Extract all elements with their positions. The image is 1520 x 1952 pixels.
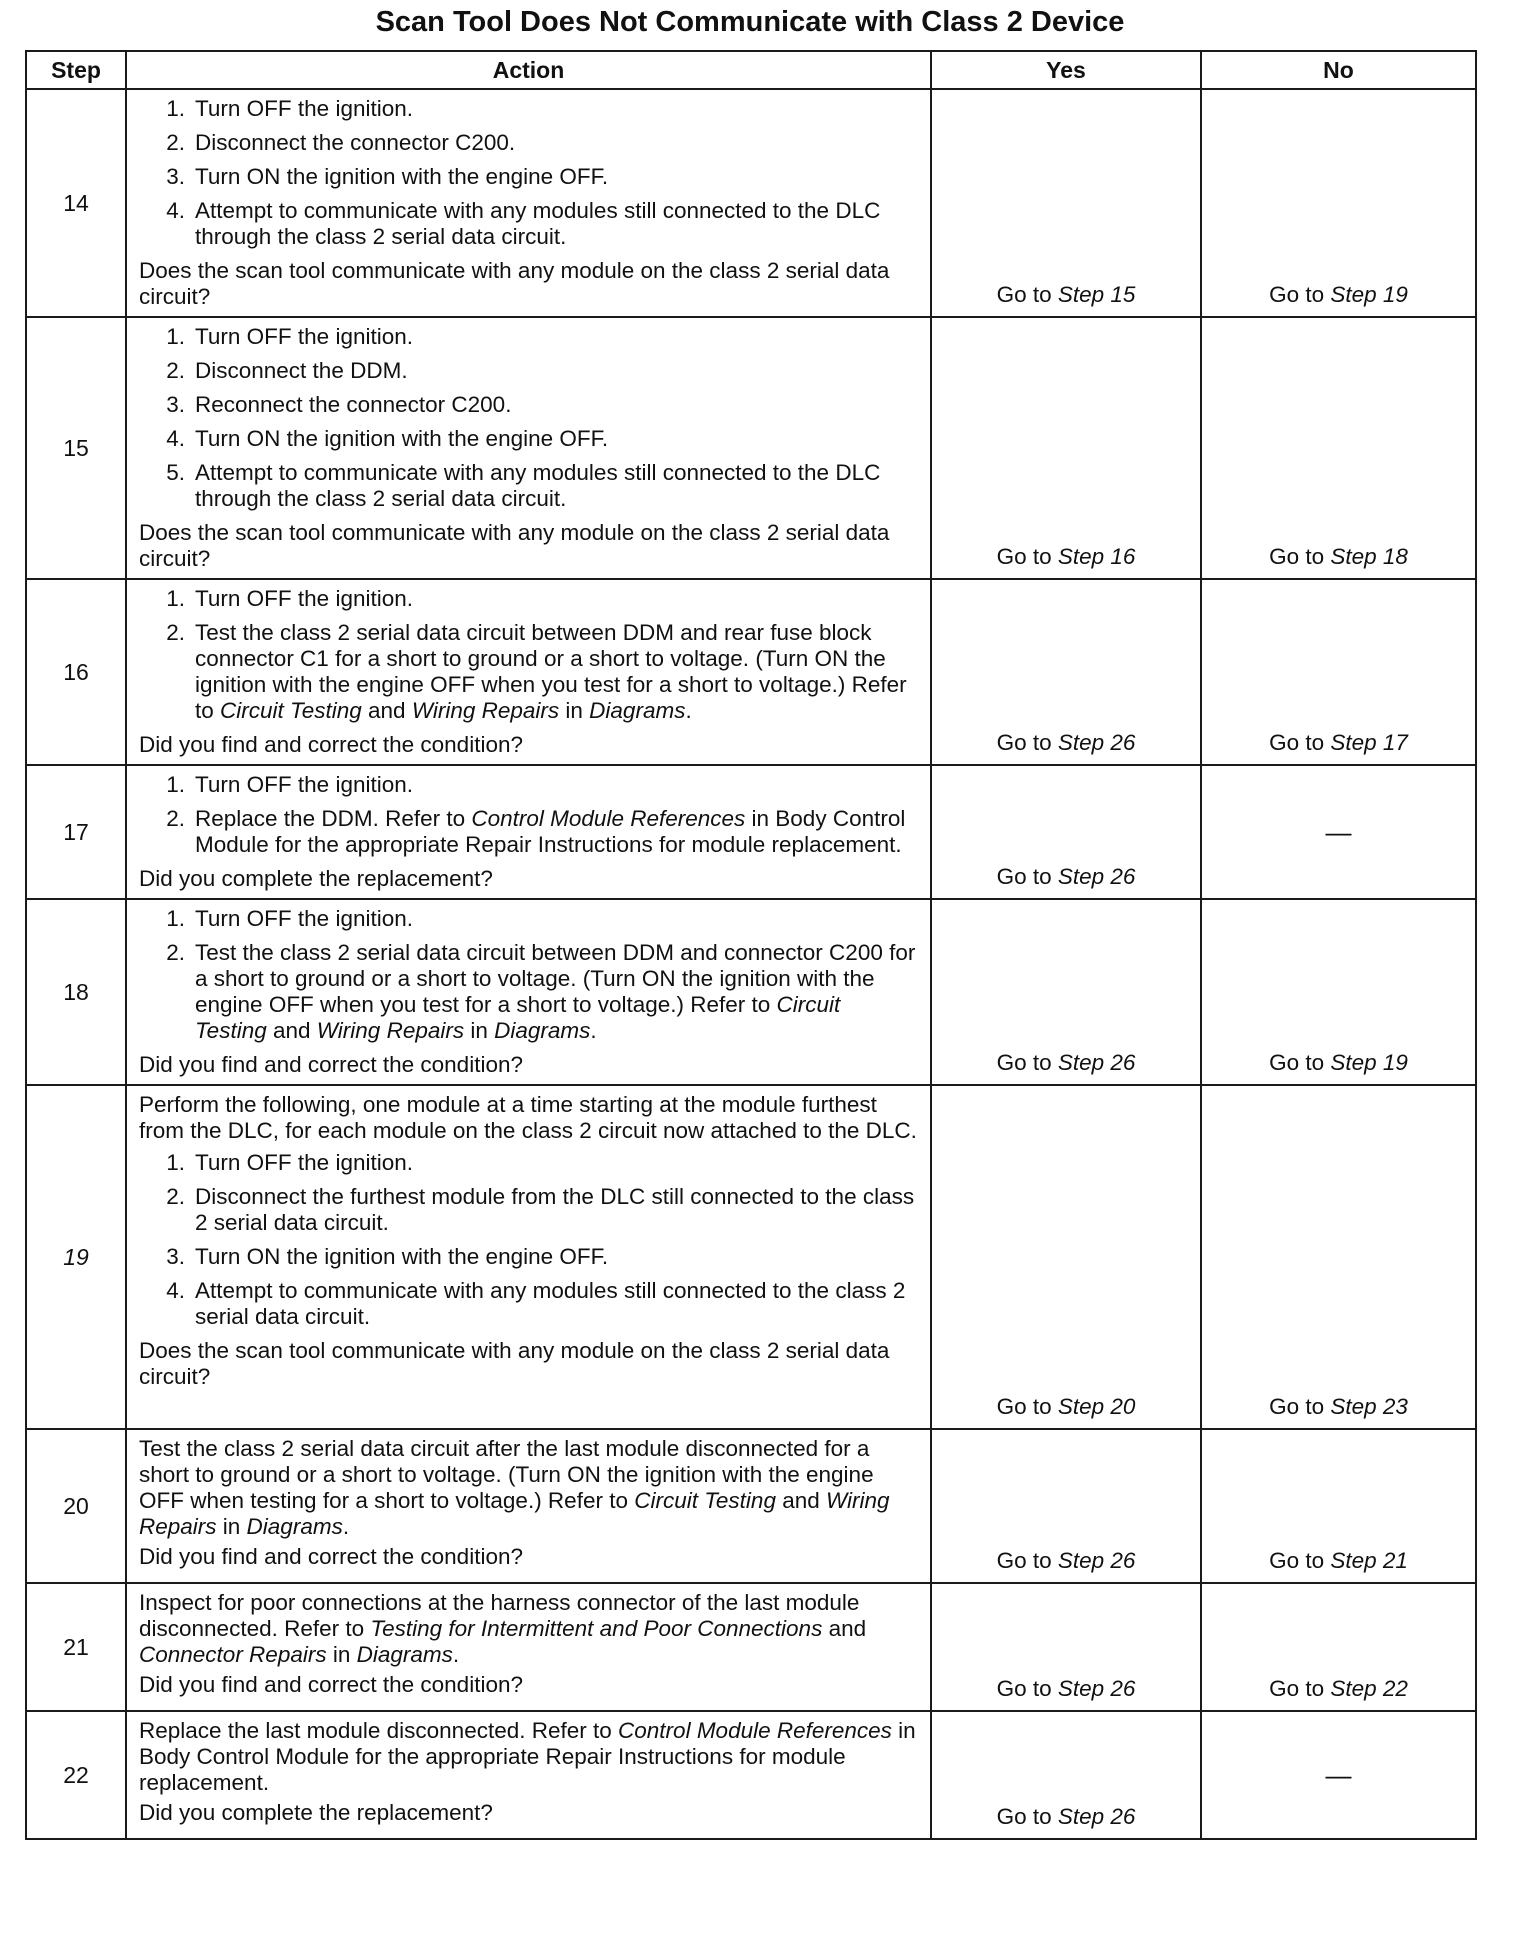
question-text: Did you find and correct the condition? [139, 1544, 523, 1569]
table-row [26, 579, 1476, 765]
yes-cell: Go to Step 20 [931, 1085, 1201, 1429]
yes-step-link[interactable]: Step 26 [1057, 1676, 1136, 1701]
action-cell [126, 899, 931, 1085]
yes-cell: Go to Step 26 [931, 1583, 1201, 1711]
question-text: Does the scan tool communicate with any module on the class 2 serial data circuit? [139, 520, 890, 571]
list-item: 2. Disconnect the DDM. [166, 358, 408, 383]
list-item: 2. Disconnect the furthest module from the DLC still connected to the class 2 serial data circuit. [166, 1184, 915, 1235]
action-cell [126, 1085, 931, 1429]
table-row [26, 899, 1476, 1085]
list-item: 1. Turn OFF the ignition. [166, 324, 414, 349]
action-cell [126, 579, 931, 765]
list-item: 1. Turn OFF the ignition. [166, 906, 414, 931]
yes-cell: Go to Step 26 [931, 899, 1201, 1085]
question-text: Did you complete the replacement? [139, 866, 493, 891]
table-row [26, 1429, 1476, 1583]
no-step-link[interactable]: Step 17 [1330, 730, 1408, 755]
table-row [26, 1085, 1476, 1429]
table-row [26, 1711, 1476, 1839]
yes-step-link[interactable]: Step 26 [1057, 864, 1136, 889]
no-cell: Go to Step 23 [1201, 1085, 1476, 1429]
yes-cell: Go to Step 26 [931, 579, 1201, 765]
yes-step-link[interactable]: Step 26 [1057, 1050, 1136, 1075]
list-item: 2. Test the class 2 serial data circuit between DDM and rear fuse block connector C1 for a short to ground or a short to voltage. (Turn ON the ignition with the engine OFF when you test for a short to voltage.) Refer to Circuit Testing and Wiring Repairs in Diagrams. [166, 620, 907, 723]
question-text: Did you complete the replacement? [139, 1800, 493, 1825]
action-cell [126, 1583, 931, 1711]
action-cell [126, 1429, 931, 1583]
action-cell [126, 317, 931, 579]
header-no: No [1201, 51, 1476, 89]
step-number: 20 [26, 1429, 126, 1583]
action-cell [126, 765, 931, 899]
list-item: 5. Attempt to communicate with any modules still connected to the DLC through the class 2 serial data circuit. [166, 460, 881, 511]
question-text: Does the scan tool communicate with any module on the class 2 serial data circuit? [139, 258, 890, 309]
no-cell: Go to Step 22 [1201, 1583, 1476, 1711]
no-cell: Go to Step 19 [1201, 89, 1476, 317]
yes-step-link[interactable]: Step 26 [1057, 1804, 1136, 1829]
action-text: Test the class 2 serial data circuit after the last module disconnected for a short to ground or a short to voltage. (Turn ON the ignition with the engine OFF when testing for a short to voltage.) Refer to Circuit Testing and Wiring Repairs in Diagrams. [139, 1436, 890, 1539]
question-text: Did you find and correct the condition? [139, 1052, 523, 1077]
header-action: Action [126, 51, 931, 89]
list-item: 1. Turn OFF the ignition. [166, 1150, 414, 1175]
no-cell: — [1201, 765, 1476, 899]
list-item: 2. Disconnect the connector C200. [166, 130, 516, 155]
step-number: 21 [26, 1583, 126, 1711]
action-text: Replace the last module disconnected. Refer to Control Module References in Body Control Module for the appropriate Repair Instructions for module replacement. [139, 1718, 916, 1795]
yes-step-link[interactable]: Step 20 [1057, 1394, 1136, 1419]
step-number: 18 [26, 899, 126, 1085]
header-row [26, 51, 1476, 89]
table-row [26, 89, 1476, 317]
header-yes: Yes [931, 51, 1201, 89]
table-row [26, 1583, 1476, 1711]
list-item: 4. Attempt to communicate with any modules still connected to the class 2 serial data circuit. [166, 1278, 906, 1329]
action-text: Inspect for poor connections at the harness connector of the last module disconnected. Refer to Testing for Intermittent and Poor Connections and Connector Repairs in Diagrams. [139, 1590, 867, 1667]
no-step-link[interactable]: Step 19 [1330, 282, 1408, 307]
list-item: 1. Turn OFF the ignition. [166, 96, 414, 121]
diagnostic-table [25, 50, 1477, 1840]
no-step-link[interactable]: Step 21 [1330, 1548, 1408, 1573]
list-item: 4. Attempt to communicate with any modules still connected to the DLC through the class 2 serial data circuit. [166, 198, 881, 249]
no-step-link[interactable]: Step 18 [1330, 544, 1408, 569]
step-number: 17 [26, 765, 126, 899]
question-text: Did you find and correct the condition? [139, 1672, 523, 1697]
action-cell [126, 1711, 931, 1839]
step-number: 14 [26, 89, 126, 317]
yes-cell: Go to Step 26 [931, 1429, 1201, 1583]
no-step-link[interactable]: Step 22 [1330, 1676, 1408, 1701]
intro-text: Perform the following, one module at a time starting at the module furthest from the DLC, for each module on the class 2 circuit now attached to the DLC. [139, 1092, 917, 1143]
yes-step-link[interactable]: Step 16 [1057, 544, 1136, 569]
no-step-link[interactable]: Step 23 [1330, 1394, 1408, 1419]
list-item: 1. Turn OFF the ignition. [166, 586, 414, 611]
step-number: 15 [26, 317, 126, 579]
yes-step-link[interactable]: Step 26 [1057, 1548, 1136, 1573]
no-step-link[interactable]: Step 19 [1330, 1050, 1408, 1075]
yes-cell: Go to Step 15 [931, 89, 1201, 317]
action-cell [126, 89, 931, 317]
no-cell: Go to Step 21 [1201, 1429, 1476, 1583]
step-number: 22 [26, 1711, 126, 1839]
no-cell: Go to Step 18 [1201, 317, 1476, 579]
question-text: Did you find and correct the condition? [139, 732, 523, 757]
no-cell: — [1201, 1711, 1476, 1839]
yes-cell: Go to Step 26 [931, 1711, 1201, 1839]
yes-cell: Go to Step 16 [931, 317, 1201, 579]
no-cell: Go to Step 17 [1201, 579, 1476, 765]
yes-step-link[interactable]: Step 15 [1057, 282, 1136, 307]
yes-cell: Go to Step 26 [931, 765, 1201, 899]
table-row [26, 317, 1476, 579]
list-item: 1. Turn OFF the ignition. [166, 772, 414, 797]
list-item: 3. Reconnect the connector C200. [166, 392, 512, 417]
list-item: 2. Test the class 2 serial data circuit between DDM and connector C200 for a short to ground or a short to voltage. (Turn ON the ignition with the engine OFF when you test for a short to voltage.) Refer to Circuit Testing and Wiring Repairs in Diagrams. [166, 940, 916, 1043]
list-item: 3. Turn ON the ignition with the engine OFF. [166, 1244, 609, 1269]
no-cell: Go to Step 19 [1201, 899, 1476, 1085]
table-row [26, 765, 1476, 899]
list-item: 3. Turn ON the ignition with the engine OFF. [166, 164, 609, 189]
page-title: Scan Tool Does Not Communicate with Class 2 Device [375, 6, 1125, 38]
yes-step-link[interactable]: Step 26 [1057, 730, 1136, 755]
list-item: 2. Replace the DDM. Refer to Control Module References in Body Control Module for the appropriate Repair Instructions for module replacement. [166, 806, 906, 857]
step-number: 19 [26, 1085, 126, 1429]
header-step: Step [26, 51, 126, 89]
question-text: Does the scan tool communicate with any module on the class 2 serial data circuit? [139, 1338, 890, 1389]
list-item: 4. Turn ON the ignition with the engine OFF. [166, 426, 609, 451]
step-number: 16 [26, 579, 126, 765]
